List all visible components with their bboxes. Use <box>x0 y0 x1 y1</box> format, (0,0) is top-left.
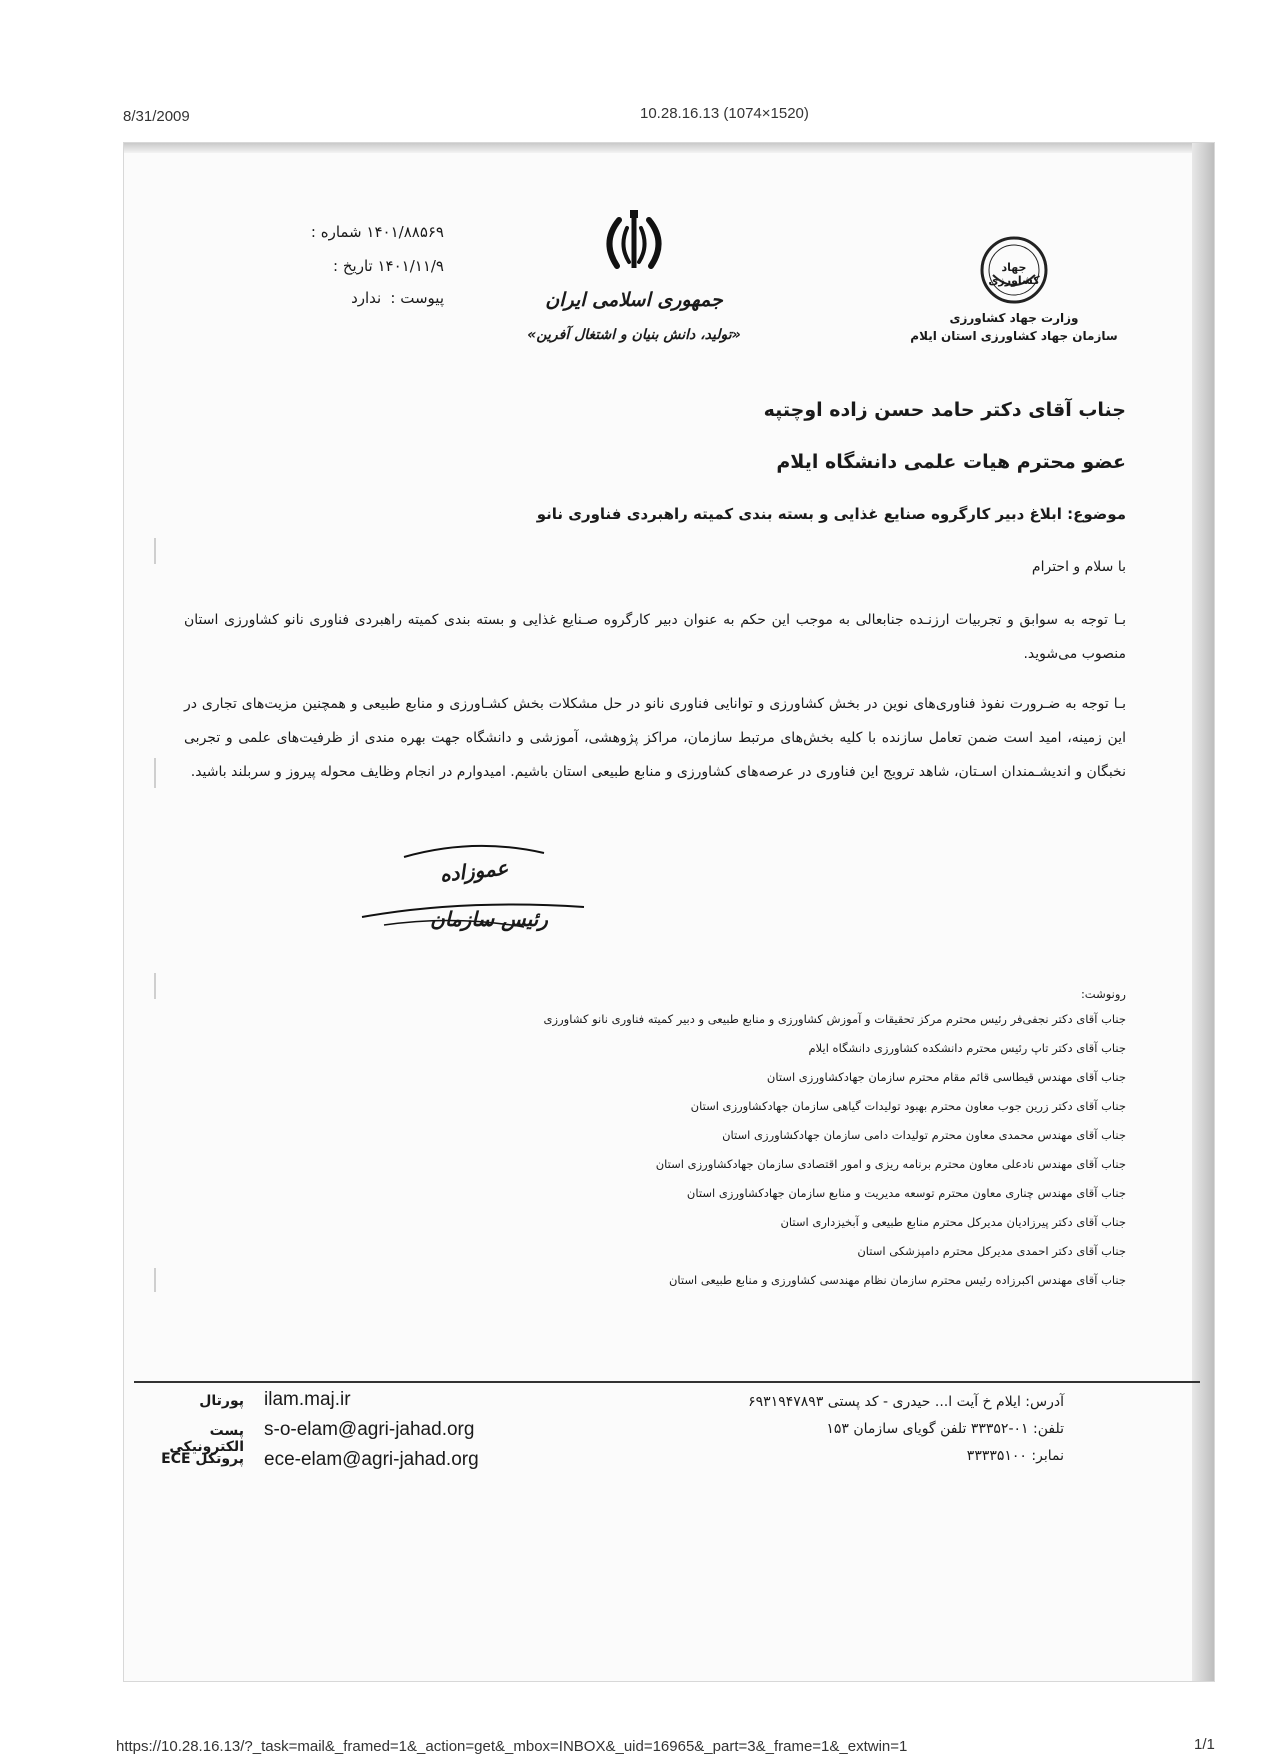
letter-date <box>254 257 444 275</box>
letter-number-value: ۱۴۰۱/۸۸۵۶۹ <box>366 223 444 241</box>
print-title: 10.28.16.13 (1074×1520) <box>640 105 809 122</box>
letter-paragraph-2: بـا توجه به ضـرورت نفوذ فناوری‌های نوین در بخش کشاورزی و توانایی فناوری نانو در حل مشکلات بخش کشـاورزی و منابع طبیعی و همچنین مزیت‌های تجاری در این زمینه، امید است ضمن تعامل سازنده با کلیه بخش‌های مرتبط سازمان، مراکز پژوهشی، آموزشی و دانشگاه جهت بهره مندی از ظرفیت‌های علمی و تجربی نخبگان و اندیشـمندان اسـتان، شاهد ترویج این فناوری در عرصه‌های کشاورزی و منابع طبیعی استان باشیم. امیدوارم در انجام وظایف محوله پیروز و سربلند باشید. <box>184 696 1126 780</box>
recipient-title: عضو محترم هیات علمی دانشگاه ایلام <box>776 451 1126 473</box>
footer-email-value: s-o-elam@agri-jahad.org <box>264 1419 475 1440</box>
letter-attachment <box>254 289 444 307</box>
recipient-name: جناب آقای دکتر حامد حسن زاده اوچتپه <box>763 399 1126 421</box>
scan-mark <box>154 538 156 564</box>
print-date: 8/31/2009 <box>123 108 190 125</box>
cc-item: جناب آقای دکتر پیرزادیان مدیرکل محترم منابع طبیعی و آبخیزداری استان <box>780 1215 1126 1229</box>
footer-ece-value: ece-elam@agri-jahad.org <box>264 1449 479 1470</box>
cc-item: جناب آقای دکتر نجفی‌فر رئیس محترم مرکز تحقیقات و آموزش کشاورزی و منابع طبیعی و دبیر کمیته فناوری نانو کشاورزی <box>543 1012 1126 1026</box>
letter-date-label: تاریخ : <box>333 257 373 275</box>
cc-item: جناب آقای مهندس اکبرزاده رئیس محترم سازمان نظام مهندسی کشاورزی و منابع طبیعی استان <box>668 1273 1126 1287</box>
letter-number <box>254 223 444 241</box>
ministry-name: وزارت جهاد کشاورزی <box>949 311 1079 325</box>
jahad-emblem-text: جهاد کشاورزی <box>988 261 1040 287</box>
letter-paragraph-1: بـا توجه به سوابق و تجربیات ارزنـده جنابعالی به موجب این حکم به عنوان دبیر کارگروه صـنایع غذایی و بسته بندی کمیته راهبردی فناوری نانو کشاورزی استان منصوب می‌شوید. <box>184 612 1126 662</box>
cc-item: جناب آقای مهندس قیطاسی قائم مقام محترم سازمان جهادکشاورزی استان <box>766 1070 1126 1084</box>
footer-fax: نمابر: ۳۳۳۳۵۱۰۰ <box>966 1448 1064 1464</box>
letter-date-value: ۱۴۰۱/۱۱/۹ <box>377 257 444 275</box>
signature-title: رئیس سازمان <box>430 907 548 931</box>
print-page-number: 1/1 <box>1194 1736 1215 1753</box>
cc-title: رونوشت: <box>1080 987 1126 1001</box>
cc-item: جناب آقای دکتر زرین جوب معاون محترم بهبود تولیدات گیاهی سازمان جهادکشاورزی استان <box>690 1099 1126 1113</box>
scan-shadow-top <box>124 143 1214 153</box>
letter-sheet <box>123 142 1215 1682</box>
iran-emblem <box>597 208 671 280</box>
iran-emblem-icon <box>597 208 671 280</box>
scan-mark <box>154 973 156 999</box>
letter-attachment-label: پیوست : <box>390 289 444 307</box>
signature-stroke-icon <box>354 823 594 953</box>
year-slogan: «تولید، دانش بنیان و اشتغال آفرین» <box>527 327 741 343</box>
footer-divider <box>134 1381 1200 1383</box>
cc-item: جناب آقای مهندس نادعلی معاون محترم برنامه ریزی و امور اقتصادی سازمان جهادکشاورزی استان <box>655 1157 1126 1171</box>
country-name: جمهوری اسلامی ایران <box>545 289 723 311</box>
scan-mark <box>154 758 156 788</box>
footer-address: آدرس: ایلام خ آیت ا... حیدری - کد پستی ۶۹۳۱۹۴۷۸۹۳ <box>748 1394 1064 1410</box>
cc-item: جناب آقای دکتر تاپ رئیس محترم دانشکده کشاورزی دانشگاه ایلام <box>808 1041 1126 1055</box>
letter-greeting: با سلام و احترام <box>1031 559 1126 575</box>
footer-email-label: پست الکترونیکی <box>169 1423 244 1455</box>
footer-phone: تلفن: ۰۱-۳۳۳۵۲ تلفن گویای سازمان ۱۵۳ <box>826 1421 1064 1437</box>
cc-item: جناب آقای دکتر احمدی مدیرکل محترم دامپزشکی استان <box>857 1244 1126 1258</box>
letter-subject: موضوع: ابلاغ دبیر کارگروه صنایع غذایی و بسته بندی کمیته راهبردی فناوری نانو <box>536 505 1126 523</box>
footer-ece-label: پروتکل ECE <box>161 1451 244 1467</box>
cc-list <box>484 1005 1126 1295</box>
signature <box>354 823 594 953</box>
print-url: https://10.28.16.13/?_task=mail&_framed=1&_action=get&_mbox=INBOX&_uid=16965&_part=3&_frame=1&_extwin=1 <box>116 1738 908 1755</box>
footer-contact <box>684 1389 1064 1470</box>
signature-name: عموزاده <box>438 855 510 887</box>
footer-portal-label: پورتال <box>199 1393 244 1409</box>
letter-attachment-value: ندارد <box>351 289 382 307</box>
scan-mark <box>154 1268 156 1292</box>
cc-item: جناب آقای مهندس چناری معاون محترم توسعه مدیریت و منابع سازمان جهادکشاورزی استان <box>686 1186 1126 1200</box>
footer-portal-value: ilam.maj.ir <box>264 1389 351 1410</box>
organization-name: سازمان جهاد کشاورزی استان ایلام <box>910 329 1118 343</box>
cc-item: جناب آقای مهندس محمدی معاون محترم تولیدات دامی سازمان جهادکشاورزی استان <box>722 1128 1126 1142</box>
letter-number-label: شماره : <box>310 223 362 241</box>
scan-shadow-right <box>1192 143 1214 1681</box>
